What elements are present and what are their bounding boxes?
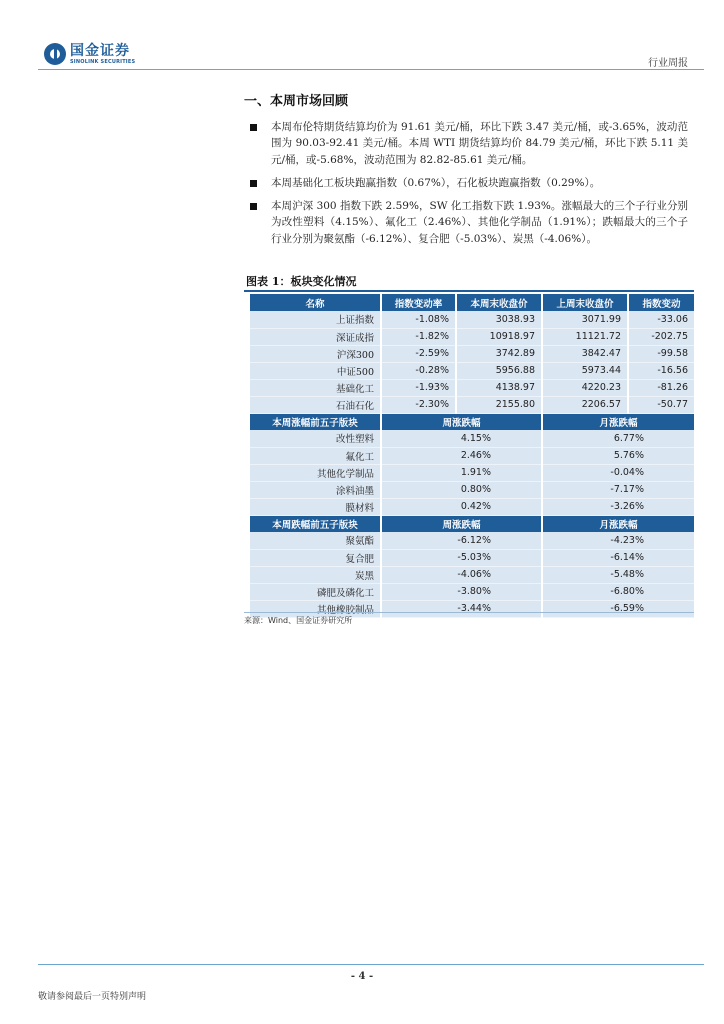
table-cell: -1.93% bbox=[381, 379, 456, 396]
table-row bbox=[250, 464, 694, 481]
figure-title: 图表 1：板块变化情况 bbox=[246, 275, 357, 288]
table-row bbox=[250, 549, 694, 566]
table-header-cell: 本周末收盘价 bbox=[456, 294, 542, 311]
page-number: - 4 - bbox=[350, 971, 374, 982]
table-cell: 3071.99 bbox=[542, 311, 628, 328]
table-cell: -0.04% bbox=[542, 464, 694, 481]
table-cell: 5973.44 bbox=[542, 362, 628, 379]
table3-header-row bbox=[250, 515, 694, 532]
bullet-sector-performance: 本周基础化工板块跑赢指数（0.67%），石化板块跑赢指数（0.29%）。 bbox=[250, 175, 688, 191]
table-row bbox=[250, 430, 694, 447]
table-cell: -3.80% bbox=[381, 583, 542, 600]
table-cell: -6.14% bbox=[542, 549, 694, 566]
table-row bbox=[250, 498, 694, 515]
table-cell: 5956.88 bbox=[456, 362, 542, 379]
table-cell: 1.91% bbox=[381, 464, 542, 481]
page-header bbox=[38, 40, 688, 70]
table-cell: 11121.72 bbox=[542, 328, 628, 345]
section-title: 一、本周市场回顾 bbox=[244, 94, 349, 109]
table-cell: -5.48% bbox=[542, 566, 694, 583]
table-row bbox=[250, 345, 694, 362]
table-cell: 4220.23 bbox=[542, 379, 628, 396]
table-cell: 3842.47 bbox=[542, 345, 628, 362]
table-cell: -2.59% bbox=[381, 345, 456, 362]
table-cell: -0.28% bbox=[381, 362, 456, 379]
table-cell: 沪深300 bbox=[250, 345, 381, 362]
table-cell: 石油石化 bbox=[250, 396, 381, 413]
table-header-cell: 本周涨幅前五子版块 bbox=[250, 413, 381, 430]
header-divider bbox=[38, 69, 704, 70]
report-type-label: 行业周报 bbox=[648, 58, 688, 69]
table-header-cell: 名称 bbox=[250, 294, 381, 311]
table-cell: 6.77% bbox=[542, 430, 694, 447]
table-cell: -1.82% bbox=[381, 328, 456, 345]
table-header-cell: 周涨跌幅 bbox=[381, 413, 542, 430]
table-cell: -6.59% bbox=[542, 600, 694, 617]
table-row bbox=[250, 447, 694, 464]
table-row bbox=[250, 362, 694, 379]
company-logo bbox=[44, 40, 135, 68]
table1-header-row bbox=[250, 294, 694, 311]
table-row bbox=[250, 481, 694, 498]
table-cell: 涂料油墨 bbox=[250, 481, 381, 498]
table-cell: -50.77 bbox=[628, 396, 694, 413]
disclaimer-note: 敬请参阅最后一页特别声明 bbox=[38, 992, 147, 1002]
table-cell: 2.46% bbox=[381, 447, 542, 464]
table-row bbox=[250, 532, 694, 549]
bullet-index-changes: 本周沪深 300 指数下跌 2.59%，SW 化工指数下跌 1.93%。涨幅最大的三个子行业分别为改性塑料（4.15%）、氟化工（2.46%）、其他化学制品（1.91%）；跌幅最大的三个子行业分别为聚氨酯（-6.12%）、复合肥（-5.03%）、炭黑（-4.06%）。 bbox=[250, 198, 688, 247]
table-cell: 其他橡胶制品 bbox=[250, 600, 381, 617]
table-cell: 中证500 bbox=[250, 362, 381, 379]
table-cell: -99.58 bbox=[628, 345, 694, 362]
table-cell: 炭黑 bbox=[250, 566, 381, 583]
market-review-list bbox=[250, 119, 688, 254]
logo-icon bbox=[44, 43, 66, 65]
table-cell: 10918.97 bbox=[456, 328, 542, 345]
table-cell: 其他化学制品 bbox=[250, 464, 381, 481]
table-cell: -16.56 bbox=[628, 362, 694, 379]
table-cell: -4.23% bbox=[542, 532, 694, 549]
table-cell: 5.76% bbox=[542, 447, 694, 464]
table-cell: 4.15% bbox=[381, 430, 542, 447]
table-cell: 上证指数 bbox=[250, 311, 381, 328]
table-header-cell: 月涨跌幅 bbox=[542, 515, 694, 532]
table-cell: -1.08% bbox=[381, 311, 456, 328]
table-cell: 深证成指 bbox=[250, 328, 381, 345]
table-cell: -33.06 bbox=[628, 311, 694, 328]
table2-header-row bbox=[250, 413, 694, 430]
table-row bbox=[250, 311, 694, 328]
table-row bbox=[250, 379, 694, 396]
table-header-cell: 指数变动率 bbox=[381, 294, 456, 311]
table-cell: 膜材料 bbox=[250, 498, 381, 515]
table-cell: -4.06% bbox=[381, 566, 542, 583]
sector-change-table bbox=[250, 294, 694, 618]
table-cell: 2206.57 bbox=[542, 396, 628, 413]
source-note: 来源：Wind、国金证券研究所 bbox=[244, 612, 694, 626]
table-cell: -6.80% bbox=[542, 583, 694, 600]
table-cell: -2.30% bbox=[381, 396, 456, 413]
table-header-cell: 月涨跌幅 bbox=[542, 413, 694, 430]
table-cell: 氟化工 bbox=[250, 447, 381, 464]
table-cell: -6.12% bbox=[381, 532, 542, 549]
table-header-cell: 上周末收盘价 bbox=[542, 294, 628, 311]
table-cell: -3.26% bbox=[542, 498, 694, 515]
table-cell: 磷肥及磷化工 bbox=[250, 583, 381, 600]
table-header-cell: 周涨跌幅 bbox=[381, 515, 542, 532]
logo-english-name: SINOLINK SECURITIES bbox=[70, 58, 136, 65]
table-cell: 基础化工 bbox=[250, 379, 381, 396]
table-cell: 0.80% bbox=[381, 481, 542, 498]
figure-title-rule bbox=[244, 290, 694, 292]
table-cell: -5.03% bbox=[381, 549, 542, 566]
footer-divider bbox=[38, 964, 704, 965]
table-cell: 4138.97 bbox=[456, 379, 542, 396]
table-cell: 聚氨酯 bbox=[250, 532, 381, 549]
table-cell: 3742.89 bbox=[456, 345, 542, 362]
table-cell: 复合肥 bbox=[250, 549, 381, 566]
table-row bbox=[250, 566, 694, 583]
table-header-cell: 指数变动 bbox=[628, 294, 694, 311]
table-cell: -3.44% bbox=[381, 600, 542, 617]
logo-chinese-name: 国金证券 bbox=[70, 42, 130, 59]
table-row bbox=[250, 328, 694, 345]
table-cell: 2155.80 bbox=[456, 396, 542, 413]
table-cell: 3038.93 bbox=[456, 311, 542, 328]
table-cell: 0.42% bbox=[381, 498, 542, 515]
table-cell: -81.26 bbox=[628, 379, 694, 396]
table-cell: 改性塑料 bbox=[250, 430, 381, 447]
bullet-oil-prices: 本周布伦特期货结算均价为 91.61 美元/桶，环比下跌 3.47 美元/桶，或-3.65%，波动范围为 90.03-92.41 美元/桶。本周 WTI 期货结算均价 84.79 美元/桶，环比下跌 5.11 美元/桶，或-5.68%，波动范围为 82.82-85.61 美元/桶。 bbox=[250, 119, 688, 168]
table-row bbox=[250, 396, 694, 413]
table-cell: -202.75 bbox=[628, 328, 694, 345]
table-cell: -7.17% bbox=[542, 481, 694, 498]
table-header-cell: 本周跌幅前五子版块 bbox=[250, 515, 381, 532]
table-row bbox=[250, 583, 694, 600]
